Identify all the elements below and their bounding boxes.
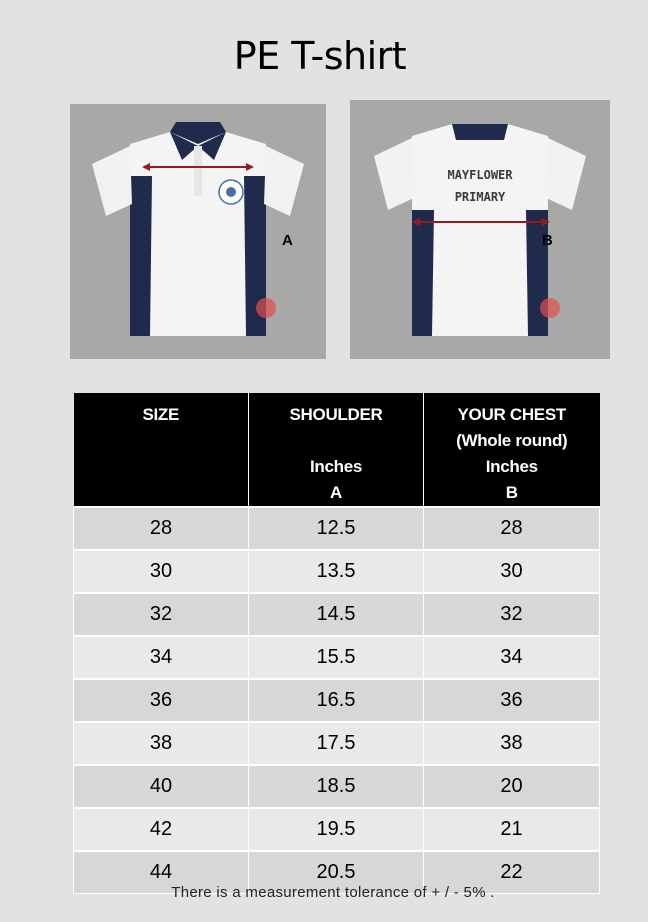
cell-size: 44 xyxy=(74,851,249,894)
cell-size: 28 xyxy=(74,507,249,550)
cell-chest: 22 xyxy=(424,851,600,894)
cell-chest: 36 xyxy=(424,679,600,722)
table-row xyxy=(74,507,600,550)
table-row xyxy=(74,636,600,679)
header-size xyxy=(74,393,249,507)
cell-shoulder: 20.5 xyxy=(249,851,424,894)
cell-size: 36 xyxy=(74,679,249,722)
header-chest-line2: (Whole round) xyxy=(456,431,568,450)
table-row xyxy=(74,808,600,851)
header-shoulder xyxy=(249,393,424,507)
cell-size: 32 xyxy=(74,593,249,636)
header-shoulder-line4: A xyxy=(330,483,342,502)
header-shoulder-line2 xyxy=(253,428,419,454)
cell-chest: 32 xyxy=(424,593,600,636)
cell-shoulder: 13.5 xyxy=(249,550,424,593)
cell-size: 40 xyxy=(74,765,249,808)
cell-size: 38 xyxy=(74,722,249,765)
cell-chest: 34 xyxy=(424,636,600,679)
cell-chest: 28 xyxy=(424,507,600,550)
cell-shoulder: 16.5 xyxy=(249,679,424,722)
marker-label-a: A xyxy=(282,232,293,249)
cell-size: 30 xyxy=(74,550,249,593)
marker-label-b: B xyxy=(542,232,553,249)
header-shoulder-line3: Inches xyxy=(309,457,363,476)
table-row xyxy=(74,722,600,765)
tolerance-note: There is a measurement tolerance of + / - 5% . xyxy=(171,884,495,901)
header-chest-line1: YOUR CHEST xyxy=(457,405,566,424)
table-row xyxy=(74,550,600,593)
page-title: PE T-shirt xyxy=(233,34,407,78)
header-size-line1: SIZE xyxy=(142,405,180,424)
cell-shoulder: 12.5 xyxy=(249,507,424,550)
cell-size: 42 xyxy=(74,808,249,851)
shirt-back-print xyxy=(430,164,530,208)
table-row xyxy=(74,593,600,636)
cell-chest: 30 xyxy=(424,550,600,593)
table-row xyxy=(74,679,600,722)
cell-chest: 38 xyxy=(424,722,600,765)
cell-shoulder: 14.5 xyxy=(249,593,424,636)
cell-shoulder: 15.5 xyxy=(249,636,424,679)
cell-chest: 20 xyxy=(424,765,600,808)
size-chart-table xyxy=(73,393,600,894)
cell-shoulder: 17.5 xyxy=(249,722,424,765)
shirt-print-line2: PRIMARY xyxy=(454,190,506,204)
back-shirt-photo xyxy=(350,100,610,359)
shirt-print-line1: MAYFLOWER xyxy=(447,168,513,182)
table-header-row xyxy=(74,393,600,507)
cell-chest: 21 xyxy=(424,808,600,851)
cell-size: 34 xyxy=(74,636,249,679)
table-row xyxy=(74,765,600,808)
header-chest-line3: Inches xyxy=(485,457,538,476)
header-shoulder-line1: SHOULDER xyxy=(289,405,383,424)
header-chest xyxy=(424,393,600,507)
header-chest-line4: B xyxy=(505,483,518,502)
cell-shoulder: 18.5 xyxy=(249,765,424,808)
front-shirt-photo xyxy=(70,104,326,359)
cell-shoulder: 19.5 xyxy=(249,808,424,851)
